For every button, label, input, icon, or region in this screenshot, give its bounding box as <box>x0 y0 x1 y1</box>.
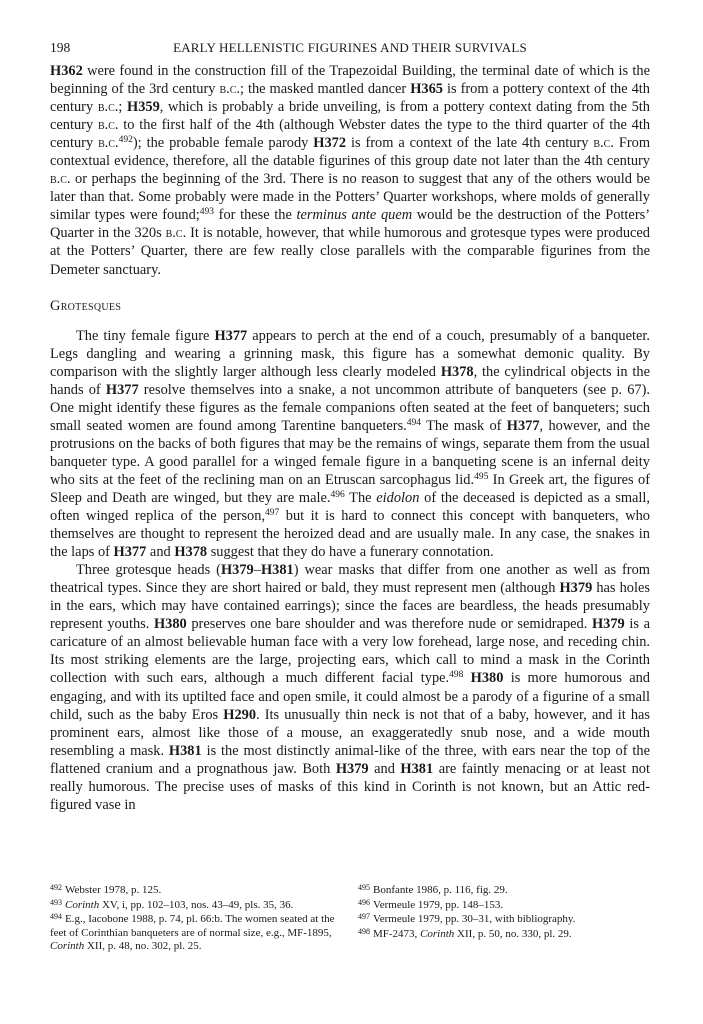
footnote-ref: 495 <box>474 471 489 482</box>
footnotes <box>50 884 650 955</box>
page-header <box>50 40 650 62</box>
footnote: $^{493}$ Corinth XV, i, pp. 102–103, nos. 43–49, pls. 35, 36. <box>50 897 294 911</box>
footnote: $^{497}$ Vermeule 1979, pp. 30–31, with bibliography. <box>358 912 576 925</box>
footnote-ref: 497 <box>265 508 280 519</box>
footnotes-left-column <box>50 884 342 955</box>
paragraph-grotesque-heads: Three grotesque heads (H379–H381) wear masks that differ from one another as well as from theatrical types. Since they are short haired or bald, they must represent men (although H379 has holes in the ears, which may have contained earrings); since the faces are beardless, the heads presumably represent youths. H380 preserves one bare shoulder and was therefore nude or semidraped. H379 is a caricature of an almost believable human face with a very low forehead, large nose, and receding chin. Its most striking elements are the large, projecting ears, which call to mind a mask in the Corinth collection with such ears, although a much different facial type.$^{498}$ H380 is more humorous and engaging, and with its uptilted face and open smile, it could almost be a parody of a figurine of a small child, such as the baby Eros H290. Its unusually thin neck is not that of a baby, however, and it has prominent ears, almost like those of a mouse, an exaggeratedly snub nose, and a wide mouth resembling a mask. H381 is the most distinctly animal-like of the three, with ears near the top of the flattened cranium and a prognathous jaw. Both H379 and H381 are faintly menacing or at least not really humorous. The precise uses of masks of this kind in Corinth is not known, but an Attic red-figured vase in <box>50 562 651 813</box>
footnote-ref: 494 <box>406 417 422 428</box>
footnote-ref: 492 <box>118 135 133 146</box>
footnote: $^{498}$ MF-2473, Corinth XII, p. 50, no. 330, pl. 29. <box>358 926 572 940</box>
page-number: 198 <box>50 40 71 55</box>
footnote-ref: 496 <box>330 489 345 500</box>
footnote: $^{495}$ Bonfante 1986, p. 116, fig. 29. <box>358 883 508 896</box>
footnote: $^{492}$ Webster 1978, p. 125. <box>50 883 162 896</box>
paragraph-continuation: H362 were found in the construction fill of the Trapezoidal Building, the terminal date of which is the beginning of the 3rd century b.c.; the masked mantled dancer H365 is from a pottery context of the 4th century b.c.; H359, which is probably a bride unveiling, is from a pottery context dating from the 5th century b.c. to the first half of the 4th (although Webster dates the type to the third quarter of the 4th century b.c.$^{492}$); the probable female parody H372 is from a context of the late 4th century b.c. From contextual evidence, therefore, all the datable figurines of this group date not later than the 4th century b.c. or perhaps the beginning of the 3rd. There is no reason to suggest that any of the others would be later than that. Some probably were made in the Potters’ Quarter workshops, where molds of generally similar types were found;$^{493}$ for these the terminus ante quem would be the destruction of the Potters’ Quarter in the 320s b.c. It is notable, however, that while humorous and grotesque types were produced at the Potters’ Quarter, there are few really close parallels with the comparable figurines from the Demeter sanctuary. <box>50 63 651 278</box>
footnote-ref: 493 <box>199 207 215 218</box>
running-title: EARLY HELLENISTIC FIGURINES AND THEIR SURVIVALS <box>173 40 527 55</box>
page-body <box>50 40 650 814</box>
footnote: $^{494}$ E.g., Iacobone 1988, p. 74, pl. 66:b. The women seated at the feet of Corinthian banqueters are of normal size, e.g., MF-1895, Corinth XII, p. 48, no. 302, pl. 25. <box>50 912 335 952</box>
footnotes-right-column <box>358 884 650 955</box>
section-heading: Grotesques <box>50 297 122 314</box>
footnote: $^{496}$ Vermeule 1979, pp. 148–153. <box>358 897 504 911</box>
footnote-ref: 498 <box>449 670 464 681</box>
paragraph-h377: The tiny female figure H377 appears to perch at the end of a couch, presumably of a banqueter. Legs dangling and wearing a grinning mask, this figure has a somewhat demonic quality. By comparison with the slightly larger although less clearly modeled H378, the cylindrical objects in the hands of H377 resolve themselves into a snake, a not uncommon attribute of banqueters (see p. 67). One might identify these figures as the female companions often seated at the feet of banqueters; such small seated women are found among Tarentine banqueters.$^{494}$ The mask of H377, however, and the protrusions on the backs of both figures that may be the remains of wings, separate them from the usual banqueter type. A good parallel for a winged female figure in a banqueting scene is an infernal deity who sits at the feet of the reclining man on an Etruscan sarcophagus lid.$^{495}$ In Greek art, the figures of Sleep and Death are winged, but they are male.$^{496}$ The eidolon of the deceased is depicted as a small, often winged replica of the person,$^{497}$ but it is hard to connect this concept with banqueters, who themselves are thought to represent the heroized dead and are usually male. In any case, the snakes in the laps of H377 and H378 suggest that they do have a funerary connotation. <box>50 327 650 561</box>
